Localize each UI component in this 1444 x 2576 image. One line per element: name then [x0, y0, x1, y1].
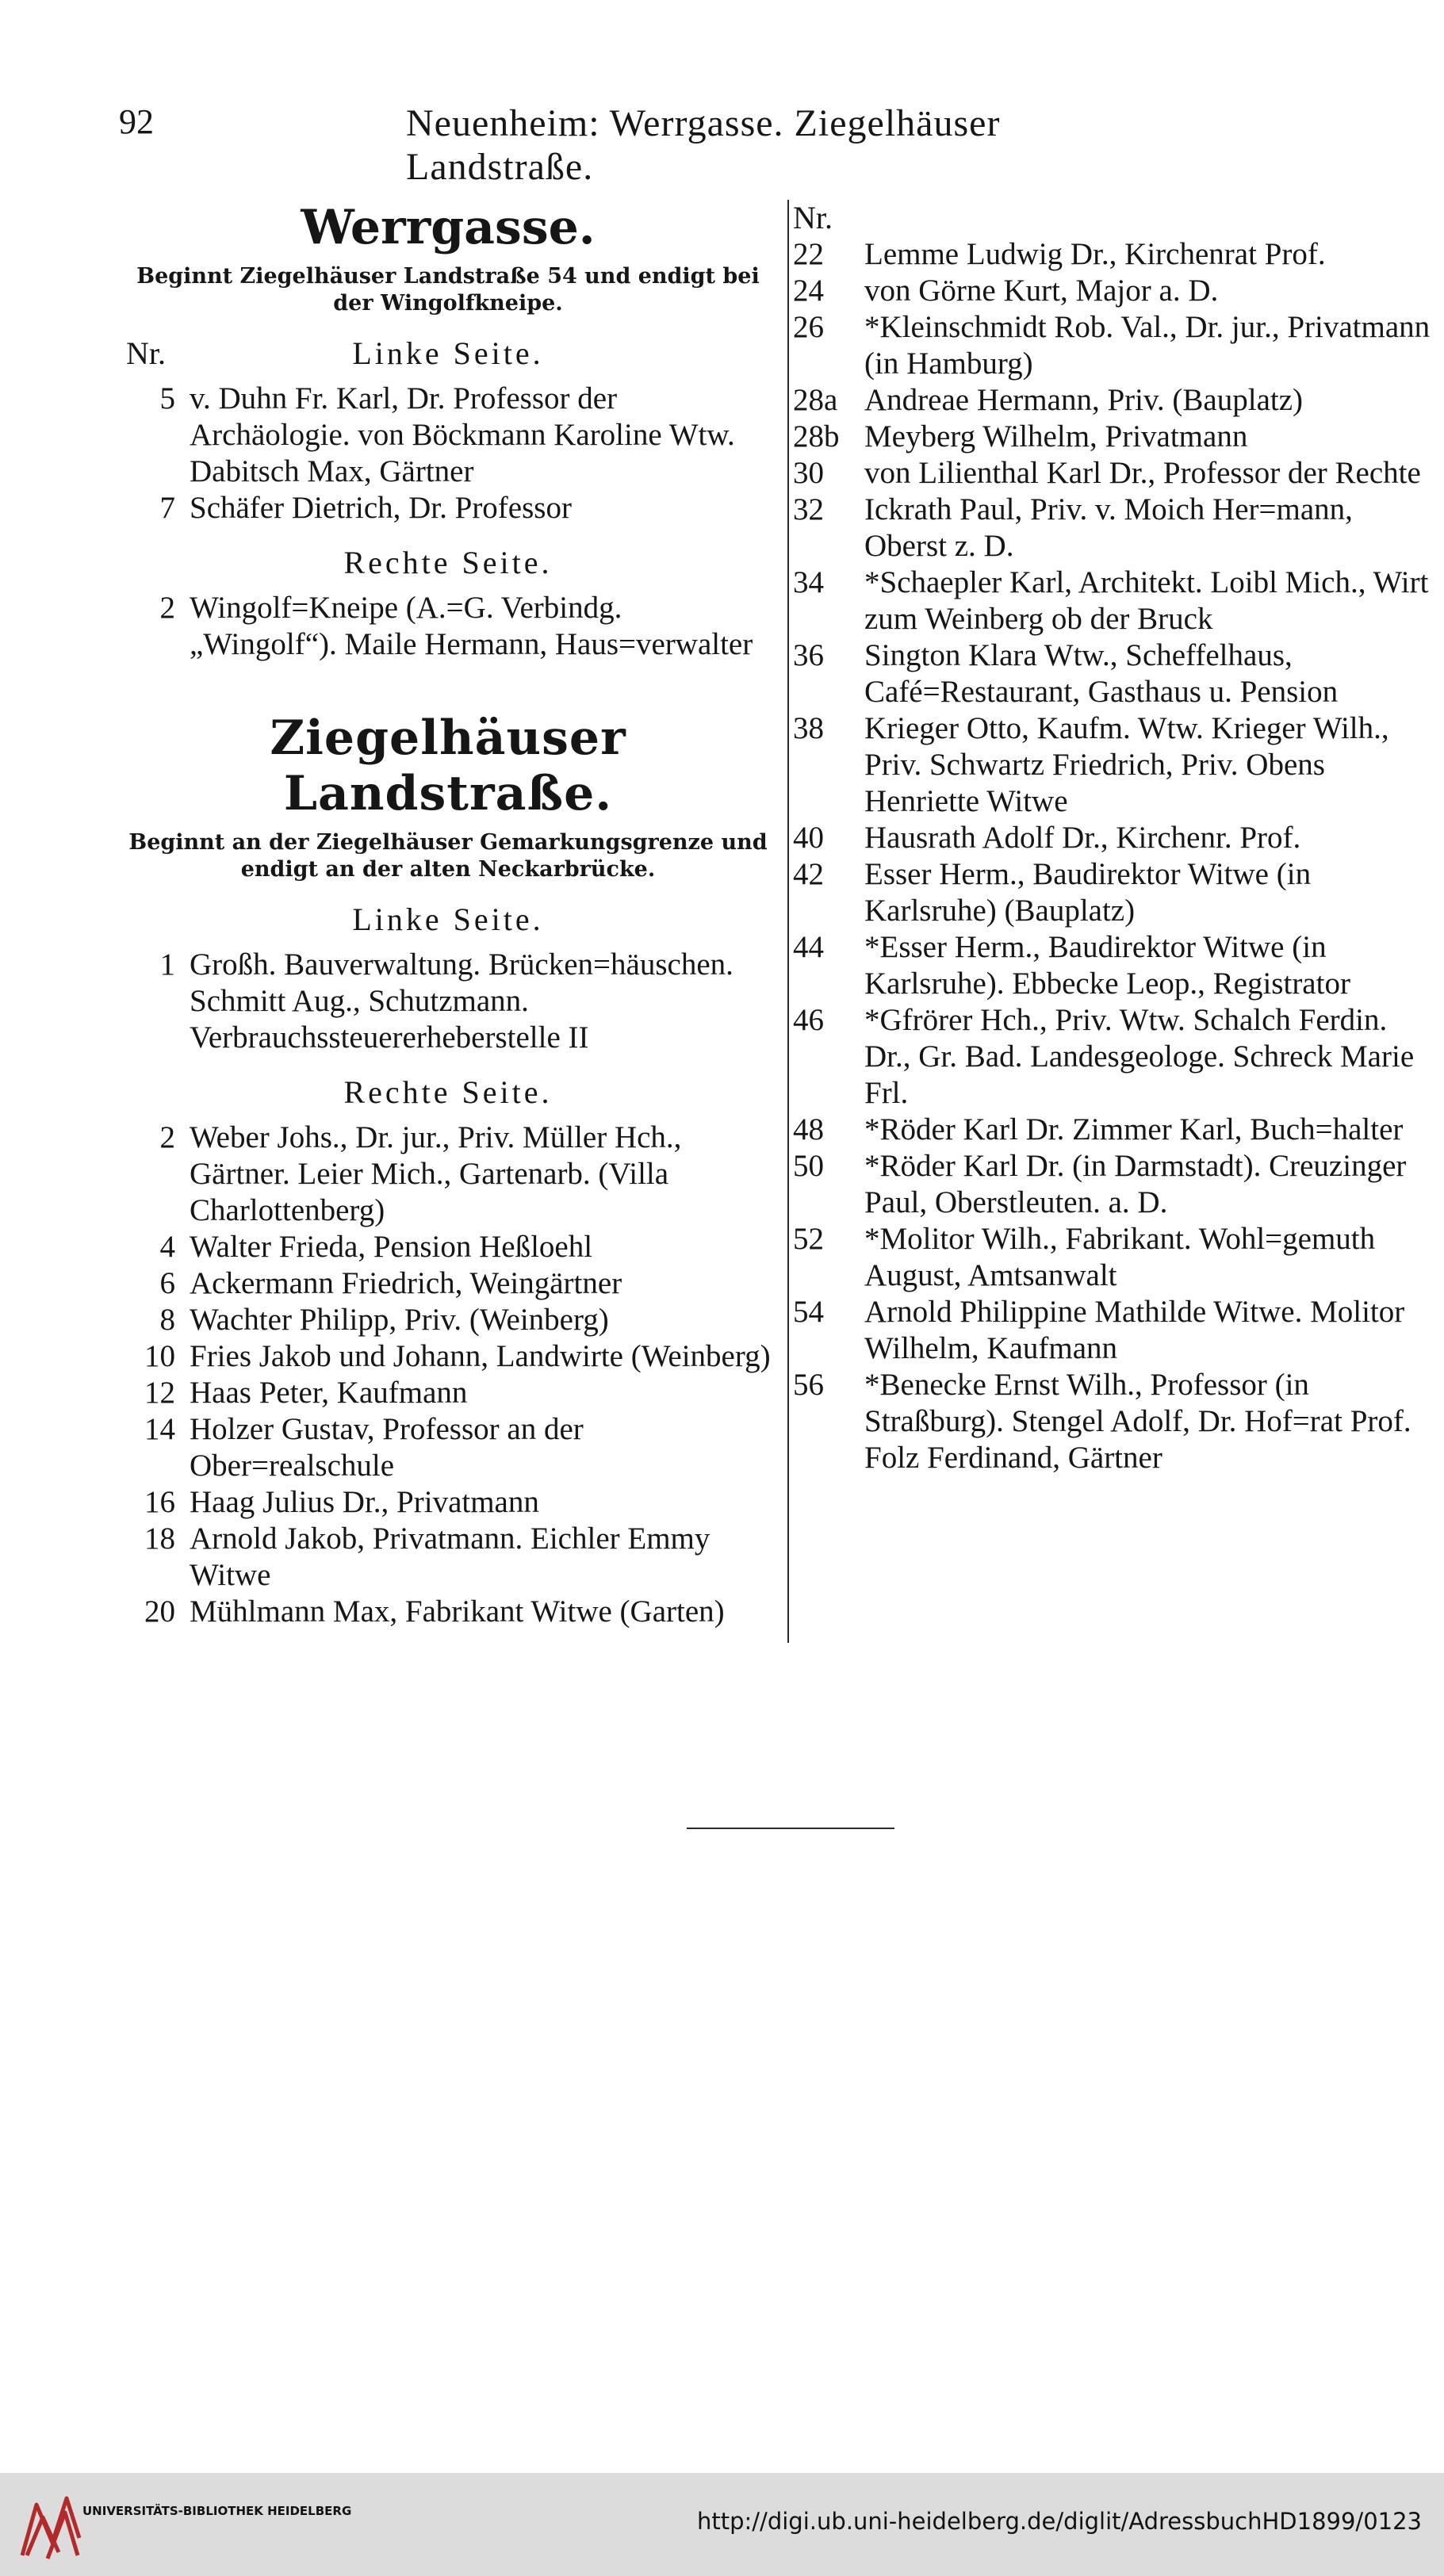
entry-text: Krieger Otto, Kaufm. Wtw. Krieger Wilh., Priv. Schwartz Friedrich, Priv. Obens Henriette Witwe — [864, 711, 1389, 818]
entry-text: von Lilienthal Karl Dr., Professor der Rechte — [864, 456, 1421, 490]
house-number: 1 — [159, 947, 175, 982]
entry-text: Wingolf=Kneipe (A.=G. Verbindg. „Wingolf“). Maile Hermann, Haus=verwalter — [190, 591, 753, 661]
entry-text: Esser Herm., Baudirektor Witwe (in Karlsruhe) (Bauplatz) — [864, 857, 1312, 928]
directory-entry — [793, 419, 1435, 455]
house-number: 4 — [159, 1230, 175, 1264]
directory-entry — [793, 236, 1435, 273]
directory-entry — [793, 309, 1435, 382]
house-number: 18 — [144, 1521, 175, 1556]
house-number: 56 — [793, 1368, 824, 1402]
directory-entry — [793, 1112, 1435, 1148]
entry-text: Weber Johs., Dr. jur., Priv. Müller Hch., Gärtner. Leier Mich., Gartenarb. (Villa Charlottenberg) — [190, 1120, 682, 1227]
directory-entry — [123, 947, 773, 1056]
house-number: 38 — [793, 711, 824, 745]
entry-text: Andreae Hermann, Priv. (Bauplatz) — [864, 383, 1304, 417]
entry-text: Haas Peter, Kaufmann — [190, 1376, 468, 1410]
house-number: 34 — [793, 565, 824, 599]
column-divider — [787, 200, 789, 1643]
entry-text: *Molitor Wilh., Fabrikant. Wohl=gemuth August, Amtsanwalt — [864, 1222, 1376, 1292]
entry-text: Holzer Gustav, Professor an der Ober=realschule — [190, 1412, 584, 1483]
house-number: 12 — [144, 1376, 175, 1410]
entry-text: Walter Frieda, Pension Heßloehl — [190, 1230, 593, 1264]
entry-text: Schäfer Dietrich, Dr. Professor — [190, 491, 572, 525]
directory-entry — [793, 856, 1435, 929]
house-number: 50 — [793, 1149, 824, 1183]
house-number: 54 — [793, 1295, 824, 1329]
entry-text: Lemme Ludwig Dr., Kirchenrat Prof. — [864, 237, 1326, 271]
left-column — [123, 200, 773, 1630]
entry-text: Haag Julius Dr., Privatmann — [190, 1485, 539, 1519]
page-header — [119, 101, 1150, 188]
entry-text: Ickrath Paul, Priv. v. Moich Her=mann, Oberst z. D. — [864, 492, 1353, 563]
house-number: 28a — [793, 383, 838, 417]
directory-entry — [123, 1521, 773, 1594]
house-number: 16 — [144, 1485, 175, 1519]
house-number: 2 — [159, 591, 175, 625]
entry-text: Sington Klara Wtw., Scheffelhaus, Café=Restaurant, Gasthaus u. Pension — [864, 638, 1339, 709]
directory-entry — [793, 710, 1435, 820]
entry-text: Arnold Jakob, Privatmann. Eichler Emmy Witwe — [190, 1521, 711, 1592]
page-number: 92 — [119, 102, 154, 141]
side-heading-label: Linke Seite. — [352, 335, 544, 371]
directory-entry — [793, 1294, 1435, 1367]
entry-text: Fries Jakob und Johann, Landwirte (Weinberg) — [190, 1339, 771, 1373]
directory-entry — [793, 1221, 1435, 1294]
street-title-ziegelhaeuser: Ziegelhäuser Landstraße. — [270, 710, 626, 821]
street-intro-werrgasse: Beginnt Ziegelhäuser Landstraße 54 und endigt bei der Wingolfkneipe. — [136, 264, 760, 316]
entry-text: Arnold Philippine Mathilde Witwe. Molitor Wilhelm, Kaufmann — [864, 1295, 1405, 1365]
directory-entry — [793, 1367, 1435, 1476]
side-heading-left-werrgasse — [123, 335, 773, 373]
entry-text: *Benecke Ernst Wilh., Professor (in Straßburg). Stengel Adolf, Dr. Hof=rat Prof. Folz Ferdinand, Gärtner — [864, 1368, 1411, 1475]
nr-label: Nr. — [126, 335, 166, 371]
directory-entry — [793, 1148, 1435, 1221]
end-rule — [687, 1828, 894, 1829]
library-logo-icon — [16, 2489, 86, 2562]
source-url-link[interactable]: http://digi.ub.uni-heidelberg.de/diglit/AdressbuchHD1899/0123 — [696, 2508, 1422, 2535]
entry-text: *Schaepler Karl, Architekt. Loibl Mich., Wirt zum Weinberg ob der Bruck — [864, 565, 1429, 636]
house-number: 5 — [159, 381, 175, 415]
entry-text: *Kleinschmidt Rob. Val., Dr. jur., Privatmann (in Hamburg) — [864, 310, 1431, 381]
street-title-werrgasse: Werrgasse. — [301, 200, 596, 255]
entry-text: Großh. Bauverwaltung. Brücken=häuschen. Schmitt Aug., Schutzmann. Verbrauchssteuererheberstelle II — [190, 947, 733, 1055]
entry-text: *Esser Herm., Baudirektor Witwe (in Karlsruhe). Ebbecke Leop., Registrator — [864, 930, 1350, 1001]
directory-entry — [123, 1594, 773, 1630]
house-number: 2 — [159, 1120, 175, 1154]
street-intro-ziegelhaeuser: Beginnt an der Ziegelhäuser Gemarkungsgrenze und endigt an der alten Neckarbrücke. — [128, 830, 768, 882]
right-column — [793, 200, 1435, 1476]
side-heading-right-ziegelhaeuser: Rechte Seite. — [343, 1074, 553, 1110]
house-number: 32 — [793, 492, 824, 526]
house-number: 22 — [793, 237, 824, 271]
directory-entry — [123, 1265, 773, 1302]
directory-entry — [123, 1375, 773, 1411]
entry-text: *Röder Karl Dr. (in Darmstadt). Creuzinger Paul, Oberstleuten. a. D. — [864, 1149, 1407, 1219]
house-number: 40 — [793, 821, 824, 855]
directory-entry — [793, 492, 1435, 565]
directory-entry — [793, 565, 1435, 637]
house-number: 8 — [159, 1303, 175, 1337]
entry-text: *Gfrörer Hch., Priv. Wtw. Schalch Ferdin. Dr., Gr. Bad. Landesgeologe. Schreck Marie Frl. — [864, 1003, 1415, 1110]
entry-text: Mühlmann Max, Fabrikant Witwe (Garten) — [190, 1594, 725, 1629]
house-number: 26 — [793, 310, 824, 344]
house-number: 7 — [159, 491, 175, 525]
directory-entry — [123, 1411, 773, 1484]
house-number: 36 — [793, 638, 824, 672]
entry-text: Hausrath Adolf Dr., Kirchenr. Prof. — [864, 821, 1301, 855]
house-number: 30 — [793, 456, 824, 490]
nr-label: Nr. — [793, 200, 833, 235]
directory-entry — [793, 637, 1435, 710]
house-number: 24 — [793, 274, 824, 308]
directory-entry — [123, 1338, 773, 1375]
house-number: 10 — [144, 1339, 175, 1373]
house-number: 28b — [793, 419, 840, 454]
house-number: 42 — [793, 857, 824, 891]
directory-entry — [123, 490, 773, 526]
directory-entry — [793, 1002, 1435, 1112]
side-heading-right-werrgasse: Rechte Seite. — [343, 545, 553, 580]
house-number: 6 — [159, 1266, 175, 1300]
house-number: 14 — [144, 1412, 175, 1446]
directory-entry — [123, 1484, 773, 1521]
house-number: 20 — [144, 1594, 175, 1629]
side-heading-left-ziegelhaeuser: Linke Seite. — [352, 901, 544, 937]
entry-text: *Röder Karl Dr. Zimmer Karl, Buch=halter — [864, 1112, 1404, 1146]
directory-entry — [793, 382, 1435, 419]
directory-entry — [793, 820, 1435, 856]
entry-text: Ackermann Friedrich, Weingärtner — [190, 1266, 622, 1300]
directory-entry — [123, 1120, 773, 1229]
house-number: 44 — [793, 930, 824, 964]
directory-entry — [123, 1229, 773, 1265]
house-number: 46 — [793, 1003, 824, 1037]
library-name: UNIVERSITÄTS-BIBLIOTHEK HEIDELBERG — [82, 2504, 352, 2518]
directory-entry — [793, 455, 1435, 492]
directory-entry — [793, 929, 1435, 1002]
directory-entry — [123, 1302, 773, 1338]
directory-entry — [123, 590, 773, 663]
directory-entry — [793, 273, 1435, 309]
entry-text: von Görne Kurt, Major a. D. — [864, 274, 1219, 308]
running-title: Neuenheim: Werrgasse. Ziegelhäuser Landstraße. — [406, 102, 1001, 188]
entry-text: Meyberg Wilhelm, Privatmann — [864, 419, 1248, 454]
footer-bar — [0, 2473, 1444, 2576]
directory-entry — [123, 381, 773, 490]
entry-text: Wachter Philipp, Priv. (Weinberg) — [190, 1303, 609, 1337]
entry-text: v. Duhn Fr. Karl, Dr. Professor der Archäologie. von Böckmann Karoline Wtw. Dabitsch Max, Gärtner — [190, 381, 735, 488]
house-number: 52 — [793, 1222, 824, 1256]
house-number: 48 — [793, 1112, 824, 1146]
